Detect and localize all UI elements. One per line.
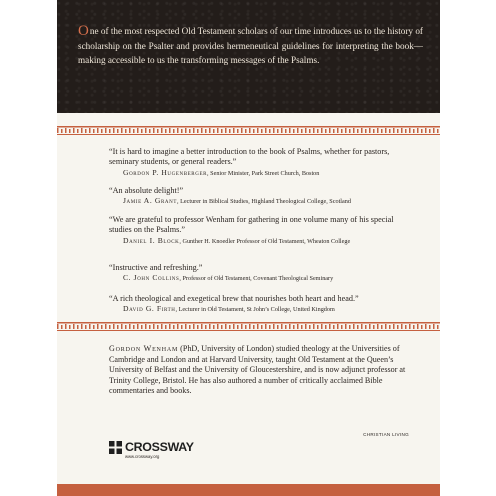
endorser-role: , Lecturer in Biblical Studies, Highland Theological College, Scotland	[177, 198, 351, 206]
endorsement-quote: “We are grateful to professor Wenham for gathering in one volume many of his special studies on the Psalms.”	[109, 215, 394, 235]
endorser-role: , Gunther H. Knoedler Professor of Old Testament, Wheaton College	[179, 237, 351, 245]
endorsement-quote: “An absolute delight!”	[109, 186, 184, 195]
endorsement	[109, 215, 409, 246]
endorser-name: Jamie A. Grant	[123, 196, 177, 206]
endorser-name: Daniel I. Block	[123, 235, 180, 245]
endorsement-quote: “A rich theological and exegetical brew that nourishes both heart and head.”	[109, 294, 359, 303]
category-label: CHRISTIAN LIVING	[363, 432, 409, 437]
endorsement-attribution	[109, 304, 409, 314]
author-bio	[109, 344, 409, 397]
bottom-accent-bar	[57, 484, 440, 496]
endorsement-quote: “Instructive and refreshing.”	[109, 263, 203, 272]
endorsement-quote: “It is hard to imagine a better introduction to the book of Psalms, whether for pastors, seminary students, or general readers.”	[109, 147, 390, 167]
endorser-role: , Professor of Old Testament, Covenant Theological Seminary	[179, 275, 334, 283]
publisher-url: www.crossway.org	[125, 454, 160, 459]
endorsement-attribution	[109, 273, 409, 283]
bio-text: (PhD, University of London) studied theology at the Universities of Cambridge and London and at Harvard University, taught Old Testament at the Queen’s University of Belfast and the University of Gloucestershire, and is now adjunct professor at Trinity College, Bristol. He has also authored a number of critically acclaimed Bible commentaries and books.	[109, 344, 406, 396]
endorsement-attribution	[109, 168, 409, 178]
endorsement	[109, 263, 409, 283]
blurb-drop-cap: O	[78, 23, 89, 39]
endorsement-attribution	[109, 196, 409, 206]
publisher-name: CROSSWAY	[125, 440, 194, 454]
greek-key-border-bottom	[57, 322, 440, 331]
cover-blurb	[78, 24, 423, 68]
endorsement	[109, 294, 409, 314]
endorsement	[109, 186, 409, 206]
endorsement-attribution	[109, 236, 409, 246]
crossway-cross-logo-icon	[109, 441, 122, 454]
endorser-name: C. John Collins	[123, 273, 180, 283]
endorsement	[109, 147, 409, 178]
blurb-text: ne of the most respected Old Testament scholars of our time introduces us to the history of scholarship on the Psalter and provides hermeneutical guidelines for interpreting the book—making accessible to us the transforming messages of the Psalms.	[78, 26, 423, 66]
endorser-name: Gordon P. Hugenberger	[123, 167, 208, 177]
endorser-role: , Senior Minister, Park Street Church, Boston	[207, 169, 320, 177]
greek-key-border-top	[57, 126, 440, 135]
endorser-name: David G. Firth	[123, 304, 176, 314]
bio-author-name: Gordon Wenham	[109, 344, 179, 353]
endorser-role: , Lecturer in Old Testament, St John’s College, United Kingdom	[175, 306, 335, 314]
